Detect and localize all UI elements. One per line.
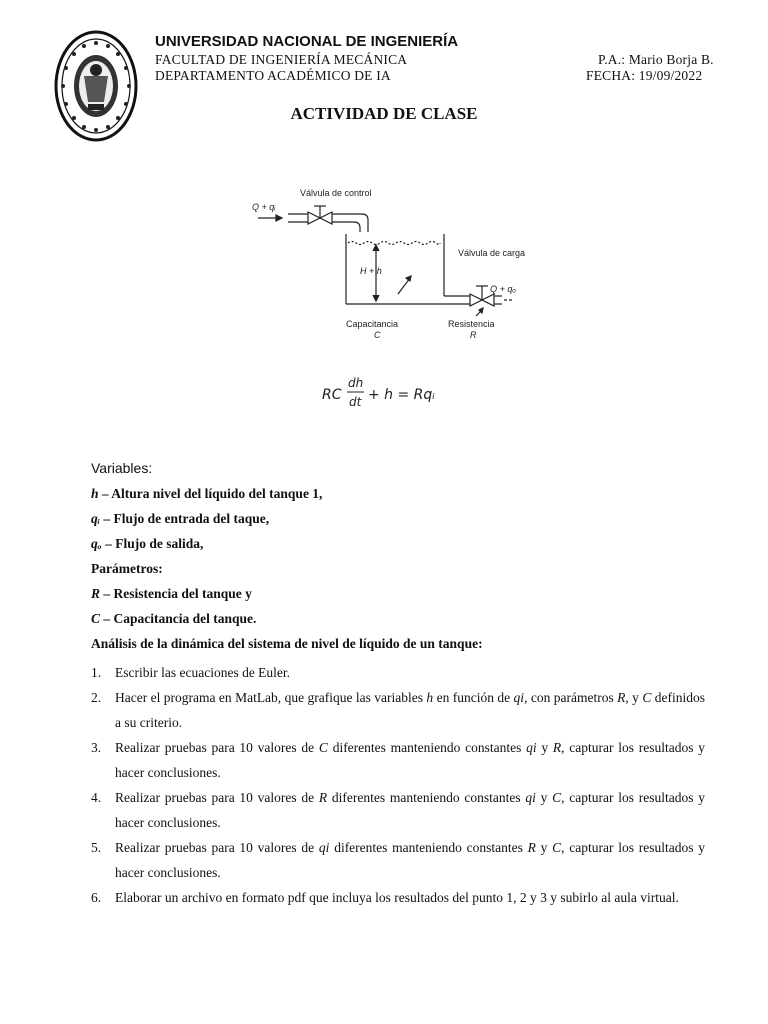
- text-fragment: Hacer el programa en MatLab, que grafique las variables: [115, 690, 427, 705]
- university-seal-logo: [54, 30, 138, 142]
- variable-symbol: R: [527, 840, 536, 855]
- department-name: DEPARTAMENTO ACADÉMICO DE IA: [155, 68, 391, 83]
- text-fragment: diferentes manteniendo constantes: [327, 790, 526, 805]
- variable-qo-symbol: qₒ: [91, 536, 102, 551]
- equation-rest: + h = Rqᵢ: [368, 387, 435, 403]
- list-item-text: [115, 660, 705, 685]
- page-title: ACTIVIDAD DE CLASE: [290, 104, 478, 123]
- variable-qi-desc: – Flujo de entrada del taque,: [100, 511, 270, 526]
- list-item: [91, 785, 705, 835]
- variables-heading: Variables:: [91, 460, 153, 476]
- text-fragment: diferentes manteniendo constantes: [327, 740, 527, 755]
- list-item-number: 5.: [91, 840, 102, 855]
- parameter-r-desc: – Resistencia del tanque y: [100, 586, 252, 601]
- variable-symbol: C: [642, 690, 652, 705]
- list-item-number: 1.: [91, 665, 102, 680]
- differential-equation: [318, 372, 458, 412]
- control-valve-label: Válvula de control: [300, 188, 372, 198]
- list-item-text: [115, 835, 705, 885]
- equation-left: RC: [322, 387, 342, 403]
- variable-qi-symbol: qᵢ: [91, 511, 101, 526]
- text-fragment: , capturar los resultados y hacer conclusiones.: [115, 840, 706, 880]
- variable-h-desc: – Altura nivel del líquido del tanque 1,: [98, 486, 323, 501]
- list-item: [91, 685, 705, 735]
- list-item-number: 6.: [91, 890, 102, 905]
- parameters-heading: Parámetros:: [91, 561, 163, 576]
- parameter-c-desc: – Capacitancia del tanque.: [100, 611, 257, 626]
- parameter-c-symbol: C: [91, 611, 101, 626]
- text-fragment: Elaborar un archivo en formato pdf que incluya los resultados del punto 1, 2 y 3 y subirlo al aula virtual.: [115, 890, 679, 905]
- text-fragment: diferentes manteniendo constantes: [329, 840, 528, 855]
- list-item: [91, 660, 705, 685]
- variable-symbol: C: [552, 790, 562, 805]
- variable-symbol: R: [318, 790, 328, 805]
- text-fragment: definidos a su criterio.: [115, 690, 706, 730]
- text-fragment: y: [535, 790, 553, 805]
- text-fragment: , con parámetros: [524, 690, 618, 705]
- text-fragment: , y: [625, 690, 643, 705]
- university-name: UNIVERSIDAD NACIONAL DE INGENIERÍA: [155, 33, 459, 50]
- professor-label: P.A.: Mario Borja B.: [598, 52, 714, 67]
- outflow-label: Q + qₒ: [490, 284, 516, 294]
- variable-symbol: C: [318, 740, 328, 755]
- text-fragment: Realizar pruebas para 10 valores de: [115, 840, 319, 855]
- parameter-r: [91, 586, 252, 602]
- list-item-text: [115, 885, 705, 910]
- text-fragment: y: [535, 840, 553, 855]
- list-item-text: [115, 785, 705, 835]
- list-item-text: [115, 735, 705, 785]
- variable-symbol: qi: [513, 690, 525, 705]
- level-label: H + h: [360, 266, 382, 276]
- equation-numerator: dh: [348, 376, 364, 390]
- capacitance-symbol: C: [374, 330, 381, 340]
- tank-diagram: [250, 182, 526, 342]
- parameter-r-symbol: R: [91, 586, 101, 601]
- variable-h: [91, 486, 322, 502]
- list-item-number: 2.: [91, 690, 102, 705]
- variable-symbol: qi: [318, 840, 330, 855]
- inflow-label: Q + qᵢ: [252, 202, 276, 212]
- variable-symbol: h: [426, 690, 434, 705]
- text-fragment: Realizar pruebas para 10 valores de: [115, 790, 319, 805]
- variable-qo: [91, 536, 203, 552]
- resistance-label: Resistencia: [448, 319, 495, 329]
- parameter-c: [91, 611, 256, 627]
- variable-h-symbol: h: [91, 486, 99, 501]
- resistance-symbol: R: [470, 330, 477, 340]
- variable-symbol: C: [552, 840, 562, 855]
- faculty-name: FACULTAD DE INGENIERÍA MECÁNICA: [155, 52, 408, 67]
- date-label: FECHA: 19/09/2022: [586, 68, 703, 83]
- task-list: [91, 660, 705, 910]
- list-item-number: 3.: [91, 740, 102, 755]
- variable-symbol: R: [617, 690, 626, 705]
- variable-symbol: qi: [526, 740, 537, 755]
- list-item-number: 4.: [91, 790, 102, 805]
- text-fragment: Escribir las ecuaciones de Euler.: [115, 665, 291, 680]
- equation-denominator: dt: [349, 395, 362, 409]
- list-item: [91, 835, 705, 885]
- list-item: [91, 735, 705, 785]
- text-fragment: , capturar los resultados y hacer conclusiones.: [115, 790, 706, 830]
- list-item-text: [115, 685, 705, 735]
- text-fragment: y: [536, 740, 553, 755]
- variable-qi: [91, 511, 269, 527]
- capacitance-label: Capacitancia: [346, 319, 399, 329]
- load-valve-label: Válvula de carga: [458, 248, 526, 258]
- list-item: [91, 885, 705, 910]
- text-fragment: en función de: [433, 690, 514, 705]
- text-fragment: Realizar pruebas para 10 valores de: [115, 740, 319, 755]
- variable-symbol: R: [552, 740, 562, 755]
- analysis-heading: Análisis de la dinámica del sistema de nivel de líquido de un tanque:: [91, 636, 483, 651]
- text-fragment: , capturar los resultados y hacer conclusiones.: [115, 740, 706, 780]
- variable-qo-desc: – Flujo de salida,: [101, 536, 204, 551]
- variable-symbol: qi: [525, 790, 536, 805]
